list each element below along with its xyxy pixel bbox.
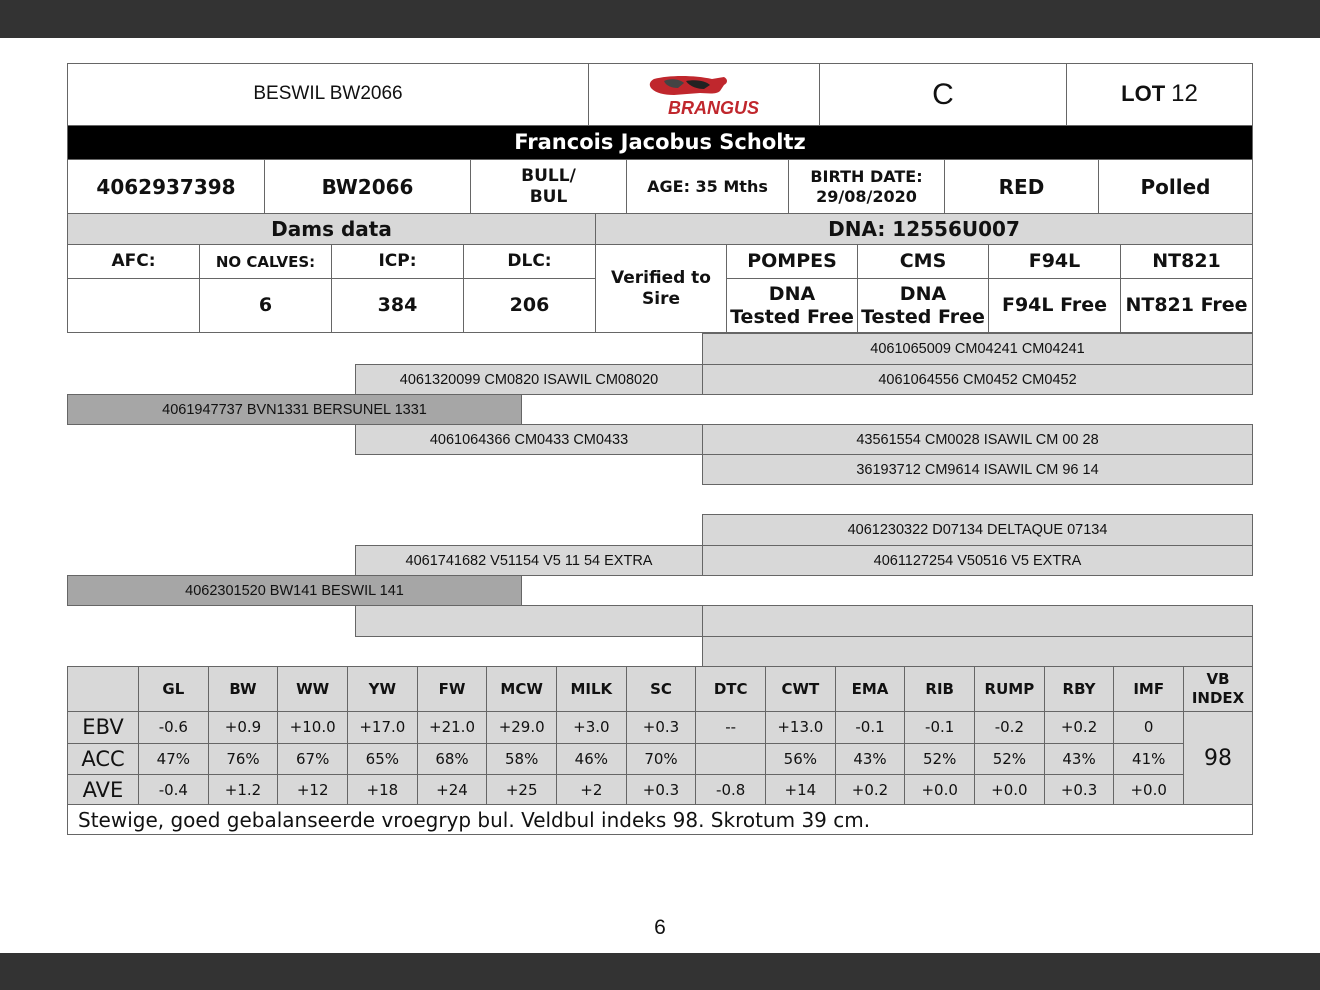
lot-label: LOT [1121,81,1166,107]
ebv-cell-ebv-gl [138,711,209,744]
ebv-header-imf [1113,666,1184,712]
pedigree-dam-sire-dam [702,545,1253,576]
ebv-cell-ave-bw-text: +1.2 [224,781,262,800]
ebv-cell-acc-sc-text: 70% [644,749,678,768]
ebv-cell-acc-imf-text: 41% [1132,749,1166,768]
nt821-value [1120,278,1253,333]
ebv-cell-acc-milk [556,743,627,776]
ebv-header-rby [1044,666,1115,712]
ebv-cell-acc-milk-text: 46% [574,749,609,768]
horn-text: Polled [1140,174,1211,199]
ebv-header-gl-text: GL [162,680,185,698]
vb-index-header [1183,666,1253,712]
brangus-logo [624,69,784,121]
ebv-cell-ebv-imf [1113,711,1184,744]
pedigree-text: 4061230322 D07134 DELTAQUE 07134 [847,522,1108,538]
ebv-cell-ave-imf-text: +0.0 [1130,781,1167,800]
dams-title-text: Dams data [271,217,392,241]
breeder-name-text: Francois Jacobus Scholtz [514,129,806,154]
color-text: RED [998,174,1045,199]
verified-line1: Verified to [611,268,711,289]
ebv-cell-ebv-rib [904,711,975,744]
dlc-label: DLC: [507,251,552,272]
vb-index-header-line2: INDEX [1191,689,1245,707]
ebv-cell-ave-rump-text: +0.0 [991,781,1028,800]
pedigree-sire-dam-sire [702,424,1253,455]
ebv-cell-acc-ema-text: 43% [853,749,887,768]
icp-label: ICP: [378,251,417,272]
page-number: 6 [654,916,666,939]
pedigree-dam-dam [355,605,703,637]
ebv-cell-acc-rby [1044,743,1115,776]
ebv-header-ema [835,666,906,712]
ebv-header-bw-text: BW [229,680,257,698]
f94l-label: F94L [1028,250,1081,273]
ebv-cell-acc-bw [208,743,279,776]
ebv-cell-acc-rib [904,743,975,776]
pedigree-dam-dam-sire [702,605,1253,637]
pedigree-sire-dam [355,424,703,455]
pompes-value-line2: Tested Free [730,305,854,328]
registration-text: 4062937398 [96,174,236,199]
ebv-header-ema-text: EMA [851,680,889,698]
ebv-header-rib [904,666,975,712]
afc-label: AFC: [111,251,156,272]
animal-id [264,159,471,214]
f94l-value-text: F94L Free [1001,294,1108,317]
ebv-corner-cell [67,666,139,712]
vb-index-header-line1: VB [1206,669,1230,688]
ebv-cell-ave-bw [208,774,279,807]
ebv-cell-acc-yw-text: 65% [365,749,399,768]
color-cell [944,159,1099,214]
ebv-header-rib-text: RIB [925,680,954,698]
ebv-cell-ave-gl-text: -0.4 [158,781,188,800]
ebv-row-label-ebv [67,711,139,744]
afc-header [67,244,200,279]
ebv-cell-ebv-bw-text: +0.9 [224,718,262,737]
cms-header [857,244,989,279]
ebv-cell-ebv-rump-text: -0.2 [994,718,1024,737]
ebv-cell-ebv-ww-text: +10.0 [289,718,336,737]
ebv-cell-acc-sc [626,743,697,776]
ebv-row-label-ave [67,774,139,807]
pompes-value [726,278,858,333]
ebv-cell-ave-dtc [695,774,766,807]
ebv-header-bw [208,666,279,712]
registration-number [67,159,265,214]
cms-label: CMS [899,250,947,273]
ebv-cell-ave-sc [626,774,697,807]
dna-title [595,213,1253,245]
pompes-header [726,244,858,279]
ebv-cell-acc-cwt [765,743,836,776]
verified-line2: Sire [642,288,680,309]
ebv-header-dtc [695,666,766,712]
ebv-cell-ebv-cwt [765,711,836,744]
nt821-value-text: NT821 Free [1125,294,1248,317]
ebv-cell-ebv-ema-text: -0.1 [855,718,885,737]
age-text: AGE: 35 Mths [647,176,768,196]
sex-cell [470,159,627,214]
ebv-header-rump [974,666,1045,712]
ebv-cell-ebv-mcw [486,711,557,744]
ebv-cell-ebv-yw-text: +17.0 [359,718,406,737]
ebv-cell-acc-ww [277,743,348,776]
grade-text: C [932,77,954,111]
lot-number: 12 [1171,80,1198,108]
dlc-header [463,244,596,279]
ebv-cell-acc-imf [1113,743,1184,776]
pedigree-text: 43561554 CM0028 ISAWIL CM 00 28 [856,431,1099,448]
pedigree-text: 4062301520 BW141 BESWIL 141 [185,582,404,599]
ebv-cell-ebv-fw [417,711,488,744]
bottom-bar [0,953,1320,990]
vb-index-value [1183,711,1253,807]
pedigree-text: 4061947737 BVN1331 BERSUNEL 1331 [162,401,427,418]
ebv-cell-ave-milk-text: +2 [580,781,603,800]
dna-title-text: DNA: 12556U007 [828,217,1020,241]
ebv-cell-ave-mcw [486,774,557,807]
ebv-row-label-acc [67,743,139,776]
pedigree-text: 4061064556 CM0452 CM0452 [878,371,1077,388]
cms-value [857,278,989,333]
ebv-header-yw [347,666,418,712]
pedigree-sire-dam-dam [702,454,1253,485]
ebv-cell-acc-rib-text: 52% [923,749,957,768]
pedigree-text: 4061064366 CM0433 CM0433 [429,431,629,448]
ebv-header-yw-text: YW [368,680,397,698]
ebv-cell-ave-cwt [765,774,836,807]
ebv-cell-ave-ema [835,774,906,807]
ebv-cell-ebv-sc-text: +0.3 [642,718,680,737]
ebv-header-mcw [486,666,557,712]
ebv-cell-ave-cwt-text: +14 [784,781,817,800]
ebv-cell-ebv-bw [208,711,279,744]
pedigree-dam-dam-dam [702,636,1253,667]
verified-to-sire [595,244,727,333]
ebv-cell-acc-rump [974,743,1045,776]
birth-date: 29/08/2020 [816,186,917,206]
ebv-cell-acc-cwt-text: 56% [783,749,818,768]
breeder-name [67,125,1253,160]
nt821-header [1120,244,1253,279]
ebv-header-mcw-text: MCW [500,680,543,698]
icp-header [331,244,464,279]
top-bar [0,0,1320,38]
ebv-cell-ave-rib [904,774,975,807]
ebv-cell-ave-gl [138,774,209,807]
ebv-cell-ave-yw [347,774,418,807]
ebv-cell-ave-mcw-text: +25 [505,781,538,800]
ebv-cell-ave-rby-text: +0.3 [1060,781,1098,800]
birth-label: BIRTH DATE: [810,167,923,187]
lot-cell [1066,63,1253,126]
dlc-value [463,278,596,333]
ebv-header-gl [138,666,209,712]
ebv-cell-ave-ema-text: +0.2 [851,781,889,800]
sex-line2: BUL [529,186,568,207]
ebv-cell-acc-yw [347,743,418,776]
cms-value-line2: Tested Free [861,305,985,328]
ebv-header-imf-text: IMF [1133,680,1165,698]
ebv-cell-ebv-sc [626,711,697,744]
pompes-value-line1: DNA [768,282,816,305]
ebv-cell-ebv-ema [835,711,906,744]
nt821-label: NT821 [1152,250,1221,273]
ebv-header-milk-text: MILK [570,680,613,698]
ebv-cell-ave-sc-text: +0.3 [642,781,680,800]
brangus-logo-cell [588,63,820,126]
animal-id-text: BW2066 [321,174,414,199]
f94l-value [988,278,1121,333]
ebv-cell-ave-fw [417,774,488,807]
ebv-row-label-ebv-text: EBV [82,715,124,740]
animal-name [67,63,589,126]
ebv-cell-acc-fw-text: 68% [435,749,469,768]
vb-index-value-text: 98 [1204,746,1233,772]
ebv-cell-acc-dtc [695,743,766,776]
ebv-cell-ebv-milk-text: +3.0 [573,718,610,737]
icp-value [331,278,464,333]
ebv-cell-ave-rump [974,774,1045,807]
ebv-header-ww [277,666,348,712]
ebv-cell-ave-ww-text: +12 [296,781,329,800]
ebv-header-cwt-text: CWT [781,680,820,698]
ebv-cell-acc-mcw-text: 58% [505,749,539,768]
ebv-header-fw [417,666,488,712]
ebv-row-label-acc-text: ACC [81,746,125,771]
cms-value-line1: DNA [899,282,947,305]
calves-value [199,278,332,333]
ebv-cell-ebv-gl-text: -0.6 [158,718,188,737]
f94l-header [988,244,1121,279]
pompes-label: POMPES [747,250,837,273]
animal-name-text: BESWIL BW2066 [253,83,403,105]
grade-cell [819,63,1067,126]
ebv-cell-acc-bw-text: 76% [226,749,260,768]
ebv-cell-ave-fw-text: +24 [436,781,468,800]
pedigree-text: 4061741682 V51154 V5 11 54 EXTRA [405,552,653,569]
comment-text: Stewige, goed gebalanseerde vroegryp bul. Veldbul indeks 98. Skrotum 39 cm. [78,807,871,832]
icp-value-text: 384 [377,294,418,317]
dlc-value-text: 206 [509,294,550,317]
pedigree-text: 4061320099 CM0820 ISAWIL CM08020 [399,371,659,388]
calves-label: NO CALVES: [215,252,316,271]
ebv-cell-acc-ema [835,743,906,776]
ebv-header-dtc-text: DTC [713,680,748,698]
ebv-cell-ebv-fw-text: +21.0 [429,718,475,737]
ebv-cell-ave-yw-text: +18 [366,781,399,800]
ebv-cell-ebv-mcw-text: +29.0 [498,718,545,737]
afc-value [67,278,200,333]
ebv-cell-ebv-rump [974,711,1045,744]
ebv-cell-ave-rib-text: +0.0 [921,781,958,800]
ebv-header-rump-text: RUMP [984,680,1035,698]
ebv-cell-acc-gl-text: 47% [156,749,190,768]
pedigree-sire [67,394,522,425]
ebv-cell-acc-ww-text: 67% [295,749,330,768]
horn-cell [1098,159,1253,214]
ebv-header-milk [556,666,627,712]
ebv-cell-ebv-cwt-text: +13.0 [777,718,824,737]
ebv-header-rby-text: RBY [1062,680,1096,698]
ebv-header-ww-text: WW [296,680,330,698]
ebv-cell-ebv-ww [277,711,348,744]
comment-cell [67,804,1253,835]
pedigree-text: 4061065009 CM04241 CM04241 [870,341,1085,357]
pedigree-sire-sire-sire [702,333,1253,365]
calves-header [199,244,332,279]
ebv-cell-ave-rby [1044,774,1115,807]
ebv-cell-acc-rump-text: 52% [992,749,1027,768]
ebv-cell-ebv-yw [347,711,418,744]
ebv-cell-ebv-rby-text: +0.2 [1060,718,1098,737]
pedigree-dam-sire-sire [702,514,1253,546]
ebv-header-cwt [765,666,836,712]
pedigree-sire-sire-dam [702,364,1253,395]
pedigree-text: 4061127254 V50516 V5 EXTRA [873,552,1082,569]
ebv-header-sc [626,666,697,712]
logo-text: BRANGUS [668,97,760,118]
pedigree-dam [67,575,522,606]
pedigree-dam-sire [355,545,703,576]
ebv-cell-acc-gl [138,743,209,776]
dams-data-title [67,213,596,245]
ebv-header-fw-text: FW [438,680,466,698]
ebv-row-label-ave-text: AVE [82,778,124,803]
ebv-cell-ave-dtc-text: -0.8 [716,781,746,800]
ebv-cell-ebv-imf-text: 0 [1143,718,1154,737]
calves-value-text: 6 [258,294,273,317]
ebv-cell-ave-ww [277,774,348,807]
age-cell [626,159,789,214]
ebv-cell-ebv-rby [1044,711,1115,744]
sex-line1: BULL/ [521,166,576,187]
ebv-cell-ebv-milk [556,711,627,744]
ebv-cell-acc-fw [417,743,488,776]
pedigree-text: 36193712 CM9614 ISAWIL CM 96 14 [856,461,1099,478]
ebv-cell-ebv-dtc-text: -- [725,718,737,737]
ebv-cell-ave-milk [556,774,627,807]
ebv-cell-ave-imf [1113,774,1184,807]
ebv-cell-ebv-rib-text: -0.1 [925,718,955,737]
ebv-cell-acc-mcw [486,743,557,776]
ebv-cell-ebv-dtc [695,711,766,744]
pedigree-sire-sire [355,364,703,395]
birth-date-cell [788,159,945,214]
ebv-cell-acc-rby-text: 43% [1062,749,1096,768]
ebv-header-sc-text: SC [650,680,672,698]
